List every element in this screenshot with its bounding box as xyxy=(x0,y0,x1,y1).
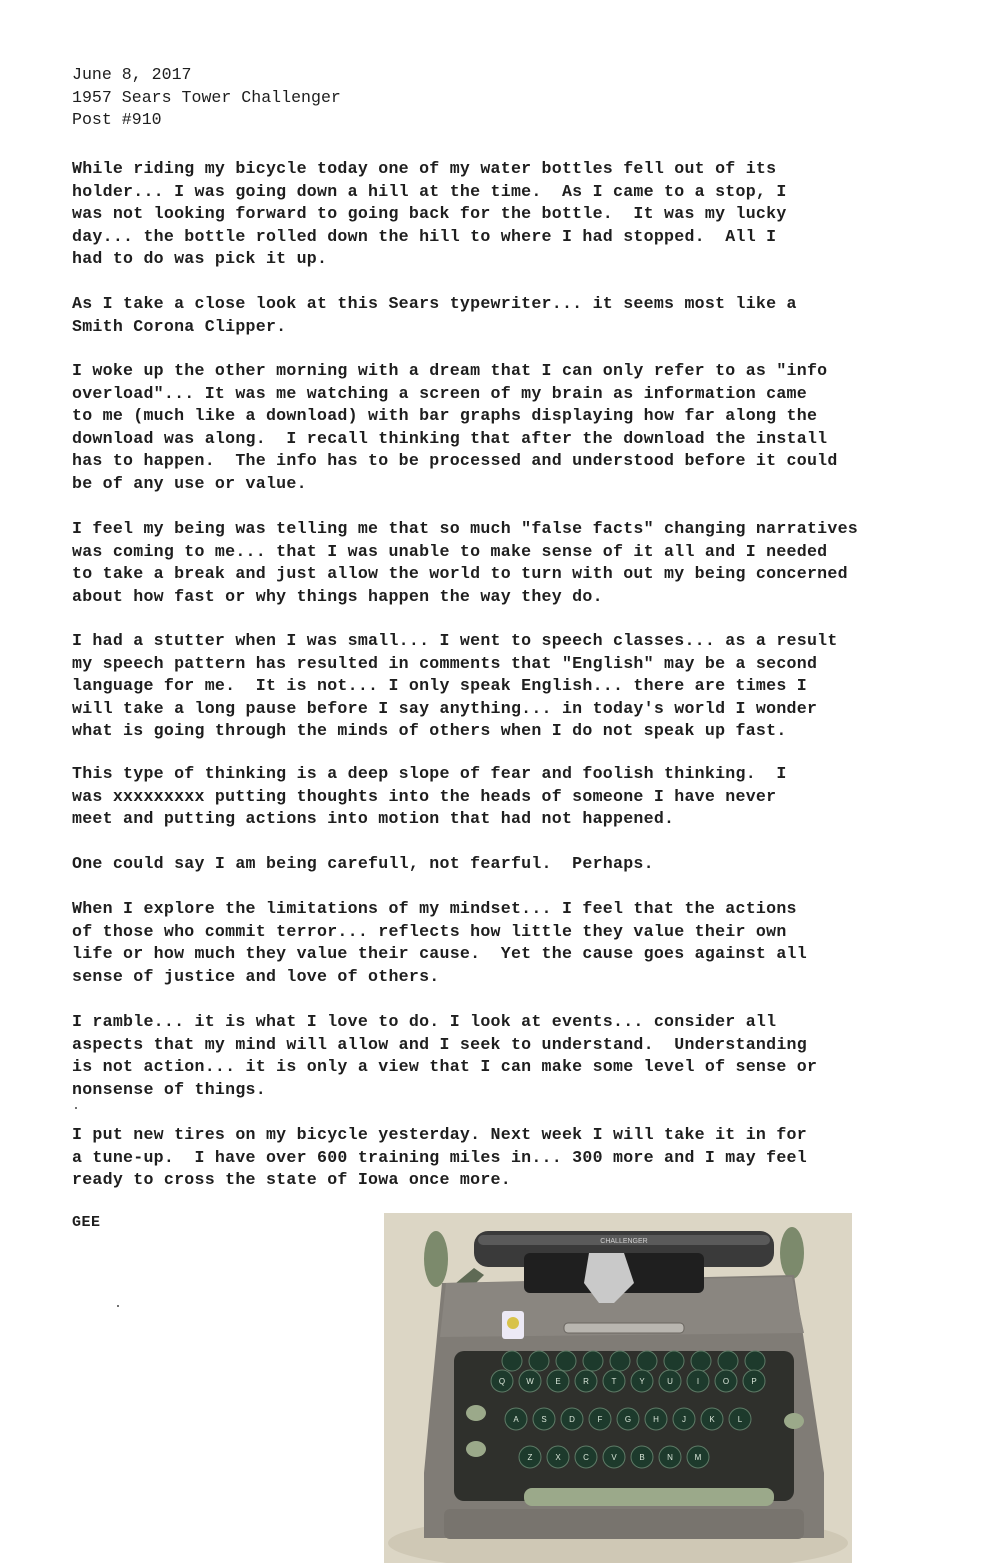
key-legend: P xyxy=(751,1377,757,1386)
body-paragraph xyxy=(72,898,807,988)
paragraph-line: day... the bottle rolled down the hill to where I had stopped. All I xyxy=(72,226,777,246)
brand-plate: CHALLENGER xyxy=(600,1238,648,1245)
key-legend: X xyxy=(555,1453,561,1462)
paragraph-line: be of any use or value. xyxy=(72,473,307,493)
key-legend: V xyxy=(611,1453,617,1462)
key-legend: I xyxy=(696,1377,700,1386)
key-legend: Z xyxy=(527,1453,533,1462)
paragraph-line: to me (much like a download) with bar graphs displaying how far along the xyxy=(72,406,818,425)
paragraph-line: holder... I was going down a hill at the time. As I came to a stop, I xyxy=(72,181,787,201)
number-key xyxy=(745,1351,765,1371)
key-legend: L xyxy=(737,1415,743,1424)
body-paragraph xyxy=(72,1124,807,1192)
number-key xyxy=(664,1351,684,1371)
paragraph-line: has to happen. The info has to be processed and understood before it could xyxy=(72,451,838,470)
number-key xyxy=(637,1351,657,1371)
logo-plate xyxy=(564,1323,684,1333)
body-paragraph xyxy=(72,518,858,608)
paragraph-line: overload"... It was me watching a screen of my brain as information came xyxy=(72,383,807,403)
number-key xyxy=(556,1351,576,1371)
paragraph-line: was coming to me... that I was unable to make sense of it all and I needed xyxy=(72,541,828,561)
number-key xyxy=(502,1351,522,1371)
shift-key-left xyxy=(466,1441,486,1457)
key-legend: R xyxy=(583,1377,589,1386)
key-legend: A xyxy=(513,1415,519,1424)
signature: GEE xyxy=(72,1214,101,1231)
paragraph-line: sense of justice and love of others. xyxy=(72,966,440,986)
paragraph-line: I feel my being was telling me that so much "false facts" changing narratives xyxy=(72,519,859,538)
key-legend: W xyxy=(526,1377,534,1386)
key-legend: M xyxy=(694,1453,702,1462)
paper-speck xyxy=(75,1107,77,1109)
paragraph-line: I woke up the other morning with a dream that I can only refer to as "info xyxy=(72,361,828,380)
paragraph-line: When I explore the limitations of my mindset... I feel that the actions xyxy=(72,899,797,918)
key-legend: N xyxy=(667,1453,673,1462)
key-legend: J xyxy=(682,1415,686,1424)
key-legend: Q xyxy=(498,1377,506,1386)
paragraph-line: what is going through the minds of others when I do not speak up fast. xyxy=(72,721,787,740)
key-legend: H xyxy=(653,1415,659,1424)
body-paragraph xyxy=(72,1011,817,1101)
paragraph-line: about how fast or why things happen the way they do. xyxy=(72,586,603,606)
paragraph-line: was not looking forward to going back for the bottle. It was my lucky xyxy=(72,204,787,223)
body-paragraph xyxy=(72,158,787,271)
paragraph-line: nonsense of things. xyxy=(72,1079,266,1099)
paragraph-line: aspects that my mind will allow and I seek to understand. Understanding xyxy=(72,1034,807,1054)
body-paragraph xyxy=(72,630,838,743)
paragraph-line: ready to cross the state of Iowa once more. xyxy=(72,1170,511,1189)
paragraph-line: One could say I am being carefull, not fearful. Perhaps. xyxy=(72,854,654,873)
paragraph-line: meet and putting actions into motion that had not happened. xyxy=(72,809,675,828)
key-legend: D xyxy=(569,1415,575,1424)
typewriter-photo xyxy=(384,1213,852,1563)
shift-key-right xyxy=(784,1413,804,1429)
paragraph-line: I ramble... it is what I love to do. I look at events... consider all xyxy=(72,1012,777,1031)
key-legend: Y xyxy=(639,1377,645,1386)
body-paragraph xyxy=(72,853,654,876)
paragraph-line: my speech pattern has resulted in comments that "English" may be a second xyxy=(72,653,818,673)
paragraph-line: This type of thinking is a deep slope of fear and foolish thinking. I xyxy=(72,764,787,783)
paragraph-line: I had a stutter when I was small... I went to speech classes... as a result xyxy=(72,631,838,650)
letter-date: June 8, 2017 xyxy=(72,65,192,84)
paragraph-line: As I take a close look at this Sears typewriter... it seems most like a xyxy=(72,294,797,313)
typewriter-illustration xyxy=(384,1213,852,1563)
paragraph-line: had to do was pick it up. xyxy=(72,249,328,268)
paragraph-line: life or how much they value their cause. Yet the cause goes against all xyxy=(72,944,807,963)
paragraph-line: I put new tires on my bicycle yesterday. Next week I will take it in for xyxy=(72,1125,807,1144)
paragraph-line: is not action... it is only a view that I can make some level of sense or xyxy=(72,1057,818,1076)
paragraph-line: to take a break and just allow the world to turn with out my being concerned xyxy=(72,564,848,583)
body-paragraph xyxy=(72,360,838,495)
right-platen-knob xyxy=(780,1227,804,1279)
margin-key-left xyxy=(466,1405,486,1421)
typewriter-model: 1957 Sears Tower Challenger xyxy=(72,87,341,107)
paragraph-line: language for me. It is not... I only speak English... there are times I xyxy=(72,676,807,695)
key-legend: B xyxy=(639,1453,645,1462)
number-key xyxy=(718,1351,738,1371)
body-paragraph xyxy=(72,763,787,831)
number-key xyxy=(583,1351,603,1371)
paragraph-line: will take a long pause before I say anything... in today's world I wonder xyxy=(72,698,818,718)
number-key xyxy=(691,1351,711,1371)
paper-speck xyxy=(117,1305,119,1307)
paragraph-line: While riding my bicycle today one of my water bottles fell out of its xyxy=(72,159,777,178)
key-legend: C xyxy=(583,1453,589,1462)
paragraph-line: download was along. I recall thinking that after the download the install xyxy=(72,428,828,448)
letter-header xyxy=(72,64,341,132)
key-legend: F xyxy=(597,1415,603,1424)
key-legend: T xyxy=(611,1377,617,1386)
post-number: Post #910 xyxy=(72,110,162,129)
paragraph-line: was xxxxxxxxx putting thoughts into the heads of someone I have never xyxy=(72,786,777,806)
paragraph-line: a tune-up. I have over 600 training miles in... 300 more and I may feel xyxy=(72,1147,807,1167)
paragraph-line: of those who commit terror... reflects how little they value their own xyxy=(72,921,787,941)
paragraph-line: Smith Corona Clipper. xyxy=(72,316,287,336)
left-platen-knob xyxy=(424,1231,448,1287)
key-legend: S xyxy=(541,1415,547,1424)
space-bar xyxy=(524,1488,774,1506)
key-legend: O xyxy=(722,1377,730,1386)
number-key xyxy=(529,1351,549,1371)
key-legend: K xyxy=(709,1415,715,1424)
key-legend: E xyxy=(555,1377,561,1386)
key-legend: G xyxy=(624,1415,632,1424)
key-legend: U xyxy=(667,1377,673,1386)
number-key xyxy=(610,1351,630,1371)
body-paragraph xyxy=(72,293,797,338)
